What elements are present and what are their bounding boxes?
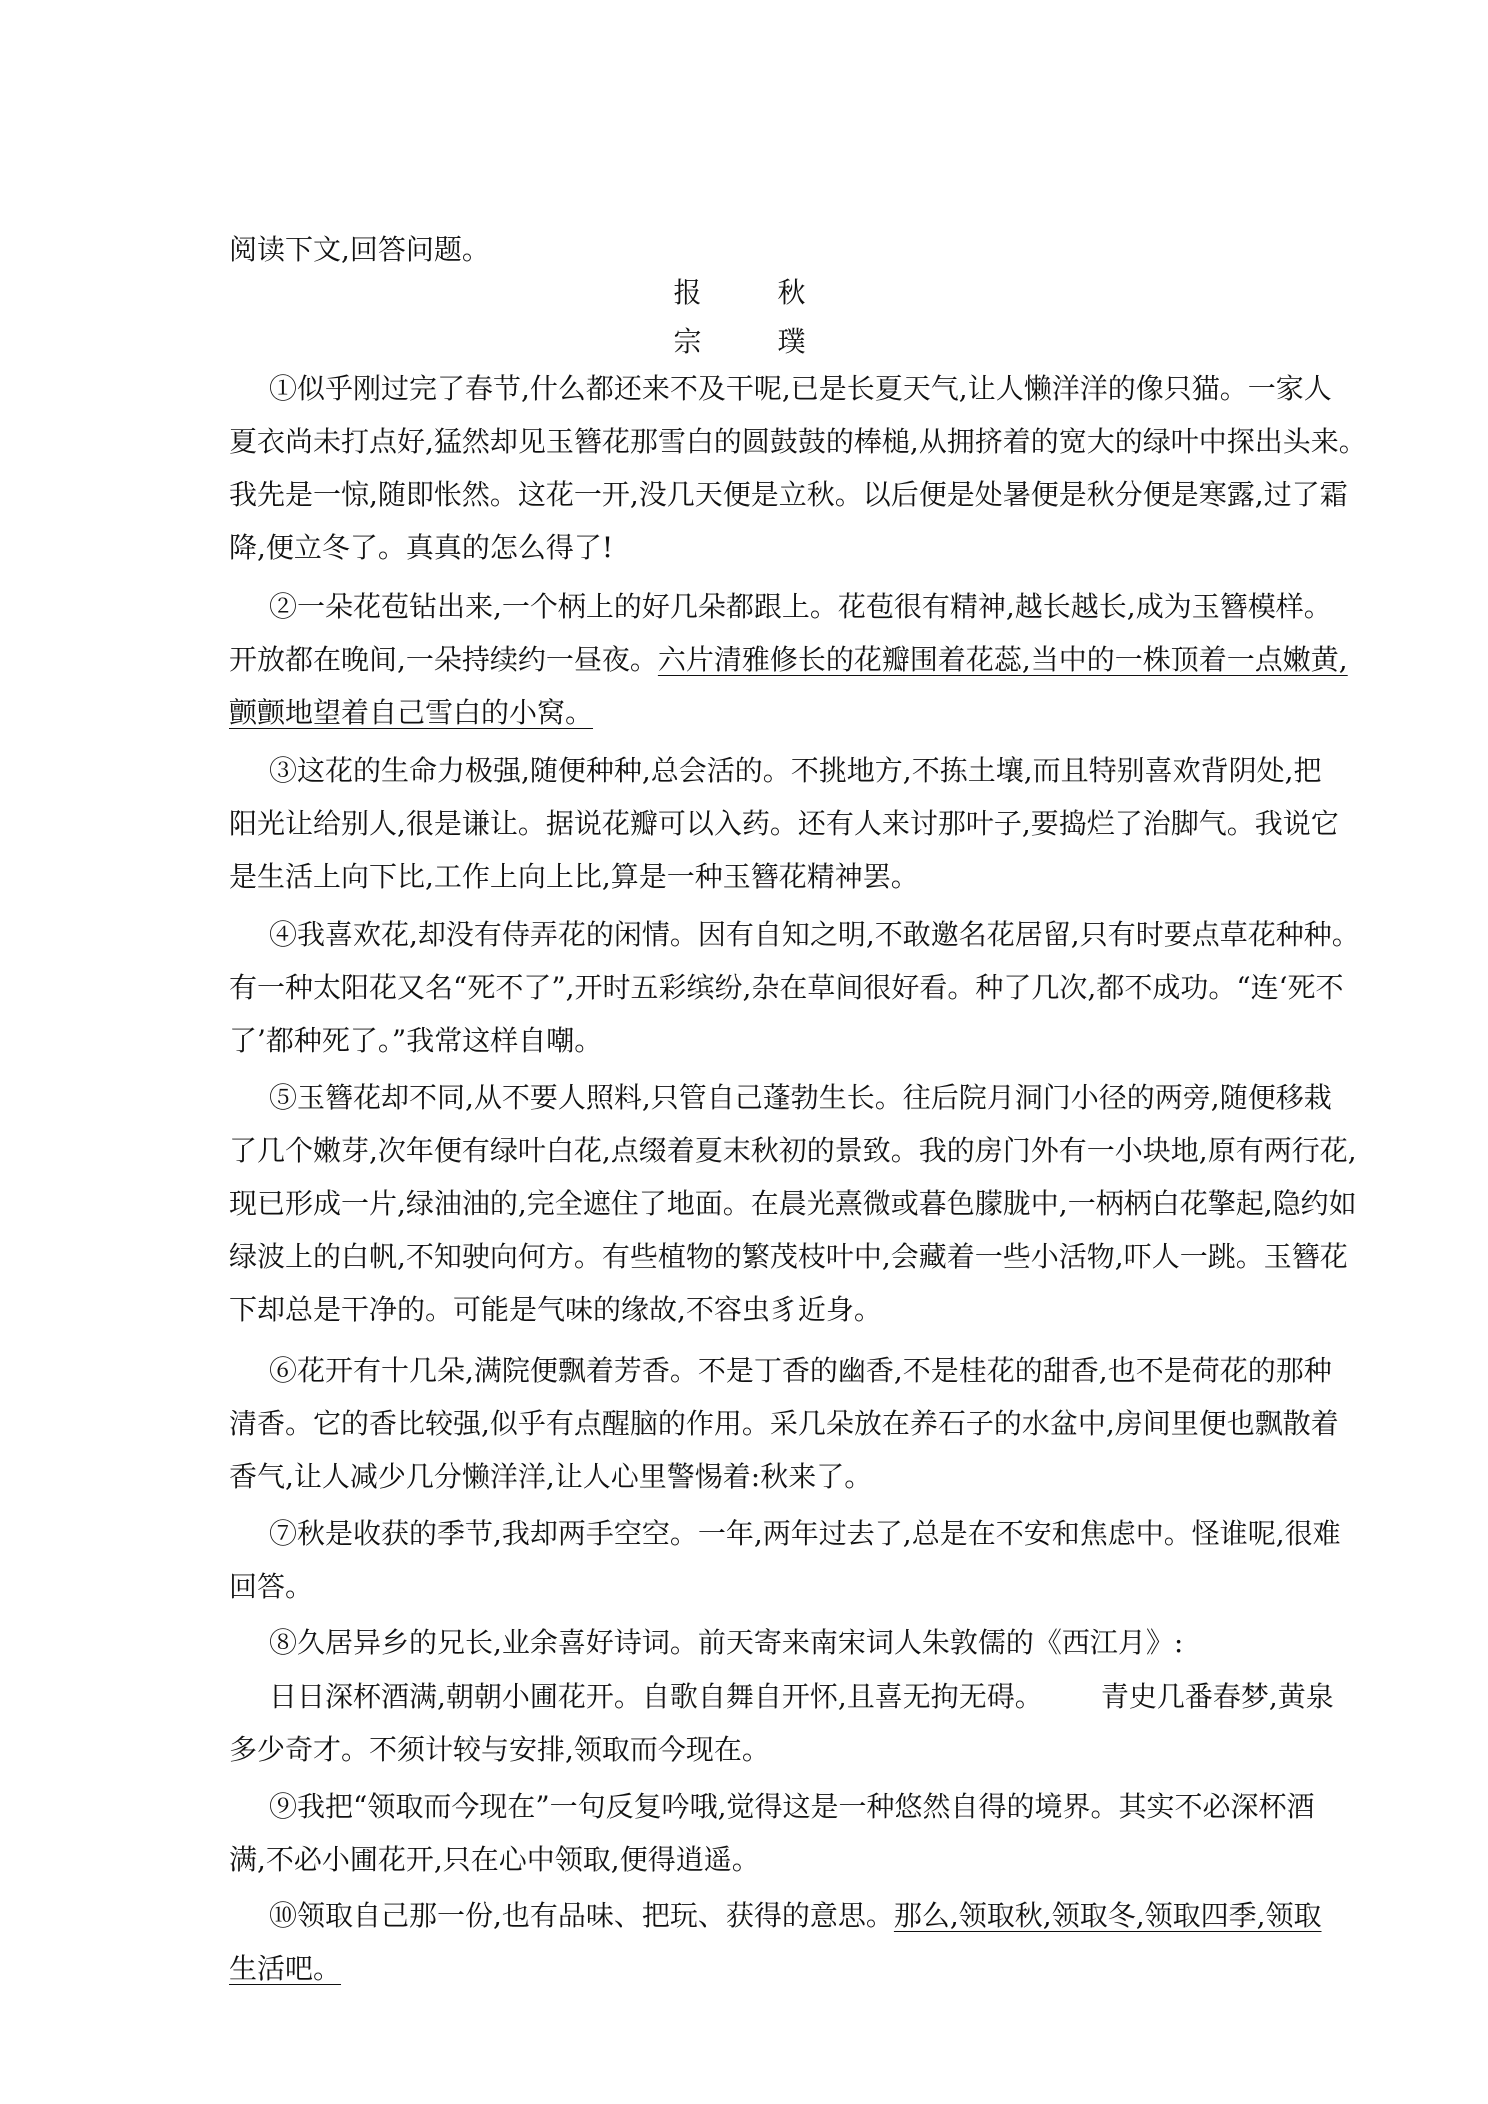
paragraph-line: 夏衣尚未打点好,猛然却见玉簪花那雪白的圆鼓鼓的棒槌,从拥挤着的宽大的绿叶中探出头来。 [229, 425, 1367, 458]
underlined-sentence: 那么,领取秋,领取冬,领取四季,领取 [893, 1899, 1322, 1932]
paragraph-line: ④我喜欢花,却没有侍弄花的闲情。因有自知之明,不敢邀名花居留,只有时要点草花种种。 [269, 918, 1360, 951]
paragraph-10 [229, 1899, 1322, 1985]
poem-line: 多少奇才。不须计较与安排,领取而今现在。 [229, 1733, 770, 1766]
paragraph-line: ⑥花开有十几朵,满院便飘着芳香。不是丁香的幽香,不是桂花的甜香,也不是荷花的那种 [269, 1354, 1332, 1387]
paragraph-9 [229, 1790, 1315, 1876]
paragraph-line [229, 1952, 1274, 1985]
paragraph-7 [229, 1517, 1341, 1603]
paragraph-1 [229, 372, 1367, 564]
paragraph-line: ⑦秋是收获的季节,我却两手空空。一年,两年过去了,总是在不安和焦虑中。怪谁呢,很难 [269, 1517, 1341, 1550]
paragraph-line: 现已形成一片,绿油油的,完全遮住了地面。在晨光熹微或暮色朦胧中,一柄柄白花擎起,隐约如 [229, 1187, 1357, 1220]
paragraph-line [229, 643, 1348, 676]
underlined-sentence: 六片清雅修长的花瓣围着花蕊,当中的一株顶着一点嫩黄, [657, 643, 1348, 676]
plain-text: ⑩领取自己那一份,也有品味、把玩、获得的意思。 [269, 1899, 894, 1932]
paragraph-4 [229, 918, 1360, 1057]
paragraph-line: 满,不必小圃花开,只在心中领取,便得逍遥。 [229, 1843, 760, 1876]
underlined-sentence-continued: 颤颤地望着自己雪白的小窝。 [229, 696, 594, 729]
paragraph-line: ⑧久居异乡的兄长,业余喜好诗词。前天寄来南宋词人朱敦儒的《西江月》: [269, 1626, 1184, 1659]
title-line: 报 秋 [673, 276, 830, 309]
paragraph-5 [229, 1081, 1357, 1326]
poem-xijiangyue [229, 1680, 1334, 1766]
paragraph-line: 绿波上的白帆,不知驶向何方。有些植物的繁茂枝叶中,会藏着一些小活物,吓人一跳。玉簪花 [229, 1240, 1348, 1273]
paragraph-line [229, 696, 1274, 729]
paragraph-line: 阳光让给别人,很是谦让。据说花瓣可以入药。还有人来讨那叶子,要捣烂了治脚气。我说它 [229, 807, 1339, 840]
article-title [229, 276, 1274, 309]
paragraph-line: 清香。它的香比较强,似乎有点醒脑的作用。采几朵放在养石子的水盆中,房间里便也飘散着 [229, 1407, 1339, 1440]
poem-lower-stanza-start: 青史几番春梦,黄泉 [1100, 1680, 1334, 1713]
instruction-line: 阅读下文,回答问题。 [229, 233, 490, 266]
plain-text: 开放都在晚间,一朵持续约一昼夜。 [229, 643, 658, 676]
paragraph-line: 是生活上向下比,工作上向上比,算是一种玉簪花精神罢。 [229, 860, 919, 893]
poem-upper-stanza: 日日深杯酒满,朝朝小圃花开。自歌自舞自开怀,且喜无拘无碍。 [269, 1680, 1043, 1713]
paragraph-line: ⑤玉簪花却不同,从不要人照料,只管自己蓬勃生长。往后院月洞门小径的两旁,随便移栽 [269, 1081, 1332, 1114]
underlined-sentence-continued: 生活吧。 [229, 1952, 342, 1985]
paragraph-line: 有一种太阳花又名“死不了”,开时五彩缤纷,杂在草间很好看。种了几次,都不成功。“连‘死不 [229, 971, 1344, 1004]
paragraph-line: 了’都种死了。”我常这样自嘲。 [229, 1024, 603, 1057]
author-line: 宗 璞 [673, 325, 830, 358]
paragraph-line: 了几个嫩芽,次年便有绿叶白花,点缀着夏末秋初的景致。我的房门外有一小块地,原有两行花, [229, 1134, 1357, 1167]
paragraph-line: ①似乎刚过完了春节,什么都还来不及干呢,已是长夏天气,让人懒洋洋的像只猫。一家人 [269, 372, 1332, 405]
paragraph-line: 下却总是干净的。可能是气味的缘故,不容虫豸近身。 [229, 1293, 882, 1326]
paragraph-line: 我先是一惊,随即怅然。这花一开,没几天便是立秋。以后便是处暑便是秋分便是寒露,过了霜 [229, 478, 1348, 511]
paragraph-line: ③这花的生命力极强,随便种种,总会活的。不挑地方,不拣土壤,而且特别喜欢背阴处,把 [269, 754, 1322, 787]
paragraph-3 [229, 754, 1339, 893]
instruction-text [229, 233, 1274, 266]
paragraph-2 [229, 590, 1348, 729]
poem-line [229, 1680, 1334, 1713]
paragraph-line [229, 1899, 1322, 1932]
paragraph-line: 回答。 [229, 1570, 314, 1603]
paragraph-line: 降,便立冬了。真真的怎么得了! [229, 531, 614, 564]
paragraph-line: ⑨我把“领取而今现在”一句反复吟哦,觉得这是一种悠然自得的境界。其实不必深杯酒 [269, 1790, 1315, 1823]
paragraph-line: ②一朵花苞钻出来,一个柄上的好几朵都跟上。花苞很有精神,越长越长,成为玉簪模样。 [269, 590, 1332, 623]
paragraph-line: 香气,让人减少几分懒洋洋,让人心里警惕着:秋来了。 [229, 1460, 873, 1493]
article-author [229, 325, 1274, 358]
paragraph-6 [229, 1354, 1339, 1493]
paragraph-8 [229, 1626, 1274, 1659]
